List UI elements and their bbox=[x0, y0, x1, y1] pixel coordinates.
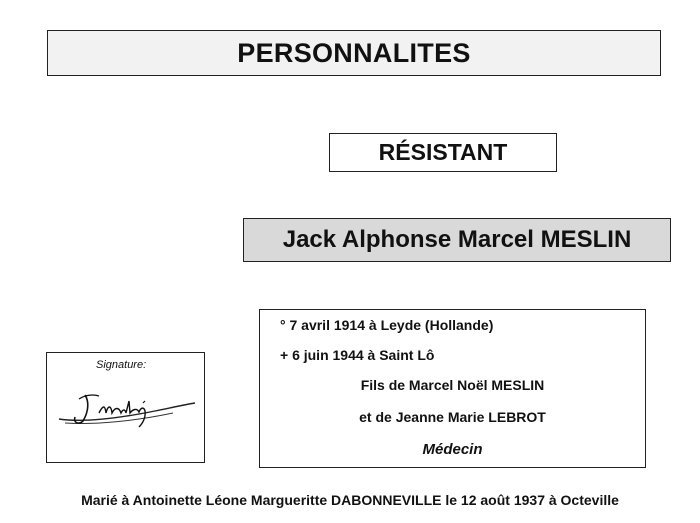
signature-label: Signature: bbox=[96, 359, 147, 371]
signature-box bbox=[46, 352, 205, 463]
birth-line: ° 7 avril 1914 à Leyde (Hollande) bbox=[280, 317, 494, 333]
handwritten-signature-image bbox=[55, 383, 197, 433]
mother-line: et de Jeanne Marie LEBROT bbox=[359, 409, 546, 425]
person-name-box bbox=[243, 218, 671, 262]
person-name: Jack Alphonse Marcel MESLIN bbox=[282, 226, 632, 253]
father-line: Fils de Marcel Noël MESLIN bbox=[360, 377, 545, 393]
marriage-line: Marié à Antoinette Léone Margueritte DABONNEVILLE le 12 août 1937 à Octeville bbox=[81, 492, 619, 508]
category-box bbox=[329, 133, 557, 172]
page-title: PERSONNALITES bbox=[237, 37, 471, 68]
death-line: + 6 juin 1944 à Saint Lô bbox=[280, 347, 435, 363]
category-label: RÉSISTANT bbox=[378, 139, 508, 165]
profession-line: Médecin bbox=[422, 441, 483, 458]
page-title-box bbox=[47, 30, 661, 76]
details-box bbox=[259, 309, 646, 468]
